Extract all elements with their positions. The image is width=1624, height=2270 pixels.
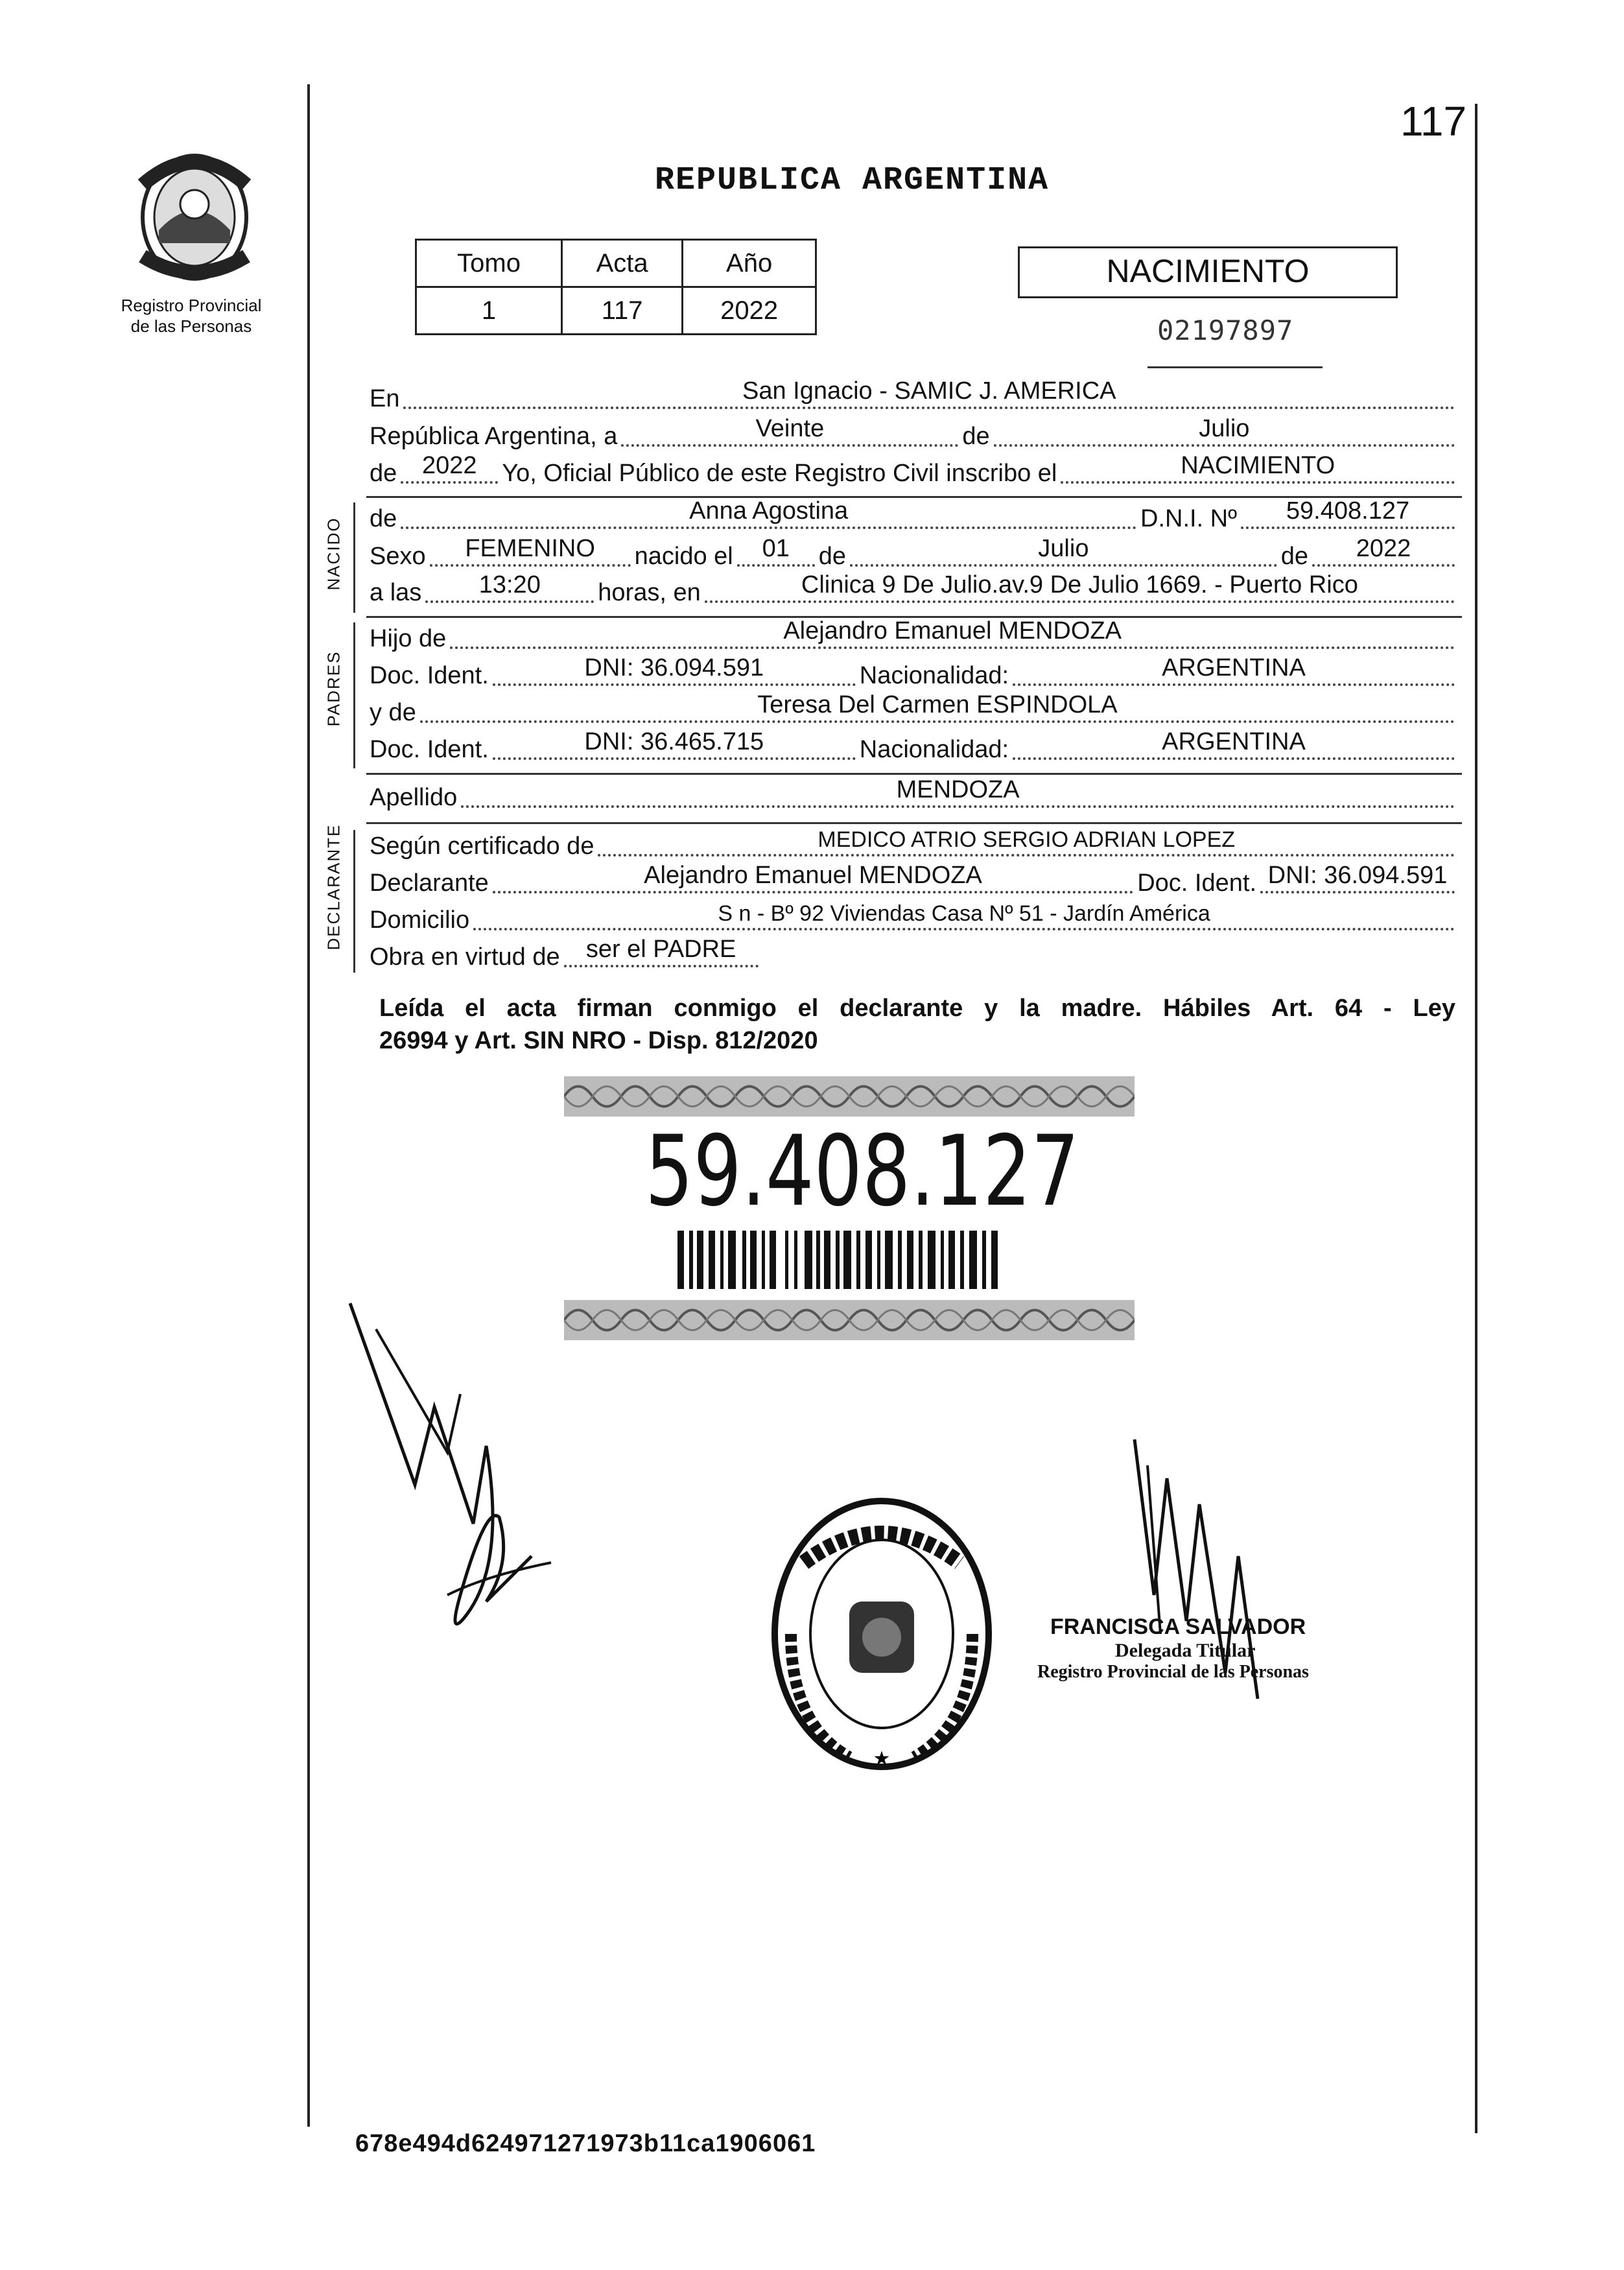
barcode	[677, 1231, 1002, 1289]
serial-number: 02197897	[1157, 314, 1294, 346]
value-apellido: MENDOZA	[896, 776, 1020, 803]
row-certificado	[370, 827, 1459, 863]
row-fecha-acta	[370, 417, 1459, 453]
label-madre-nacionalidad: Nacionalidad:	[859, 736, 1009, 763]
official-name: FRANCISCA SALVADOR	[1050, 1614, 1306, 1639]
value-hora: 13:20	[478, 571, 541, 598]
table-header-tomo: Tomo	[416, 240, 562, 287]
value-mes-nac: Julio	[1038, 535, 1089, 562]
value-nacido-dni: 59.408.127	[1286, 497, 1410, 525]
divider-3	[366, 773, 1462, 775]
table-value-acta: 117	[562, 287, 683, 335]
value-padre-doc: DNI: 36.094.591	[584, 654, 764, 681]
label-obra-en-virtud: Obra en virtud de	[370, 943, 560, 971]
value-dia-acta: Veinte	[755, 415, 825, 442]
section-label-padres: PADRES	[324, 650, 344, 727]
page-number: 117	[1400, 98, 1467, 145]
label-republica: República Argentina, a	[370, 423, 618, 450]
row-declarante	[370, 864, 1459, 900]
serial-underline	[1147, 366, 1323, 368]
dni-stamp-number: 59.408.127	[645, 1115, 1079, 1228]
value-mes-acta: Julio	[1199, 415, 1250, 442]
label-padre-doc: Doc. Ident.	[370, 662, 489, 689]
label-segun-certificado: Según certificado de	[370, 833, 594, 860]
value-madre-doc: DNI: 36.465.715	[584, 728, 764, 755]
label-de-mes-nac: de	[818, 543, 847, 570]
right-margin-line	[1475, 104, 1477, 2133]
row-apellido	[370, 778, 1459, 814]
row-nacido-nombre	[370, 499, 1459, 536]
label-apellido: Apellido	[370, 784, 458, 811]
value-madre-nombre: Teresa Del Carmen ESPINDOLA	[757, 691, 1118, 718]
record-table	[415, 239, 817, 335]
divider-4	[366, 822, 1462, 824]
value-certificado: MEDICO ATRIO SERGIO ADRIAN LOPEZ	[818, 827, 1236, 852]
label-sexo: Sexo	[370, 543, 426, 570]
section-label-declarante: DECLARANTE	[324, 823, 344, 951]
row-inscribe	[370, 454, 1459, 490]
registry-caption-line2: de las Personas	[130, 316, 252, 336]
record-type-box: NACIMIENTO	[1018, 246, 1398, 298]
value-padre-nacionalidad: ARGENTINA	[1162, 654, 1306, 681]
official-block	[1037, 1614, 1374, 1683]
legal-text-line1: Leída el acta firman conmigo el declarante y la madre. Hábiles Art. 64 - Ley	[379, 995, 1455, 1022]
value-domicilio: S n - Bº 92 Viviendas Casa Nº 51 - Jardín América	[718, 901, 1210, 926]
row-padre-doc	[370, 656, 1459, 692]
label-de-anio: de	[370, 460, 397, 487]
svg-text:★: ★	[873, 1747, 891, 1770]
value-sexo: FEMENINO	[465, 535, 595, 562]
label-de-mes: de	[962, 423, 990, 450]
value-anio-acta: 2022	[422, 452, 477, 479]
label-hijo-de: Hijo de	[370, 625, 447, 652]
official-role: Delegada Titular	[1115, 1640, 1256, 1661]
value-lugar-nac: Clinica 9 De Julio.av.9 De Julio 1669. - Puerto Rico	[801, 571, 1358, 598]
row-lugar	[370, 379, 1459, 416]
provincial-seal-logo	[123, 146, 266, 289]
section-bar-declarante	[353, 830, 355, 973]
official-round-stamp	[765, 1491, 998, 1777]
row-y-de	[370, 693, 1459, 729]
official-office: Registro Provincial de las Personas	[1037, 1662, 1309, 1682]
declarant-signature	[337, 1290, 596, 1653]
value-obra: ser el PADRE	[585, 936, 736, 963]
value-dia-nac: 01	[762, 535, 790, 562]
value-inscribe: NACIMIENTO	[1181, 452, 1336, 479]
section-bar-nacido	[353, 502, 355, 613]
value-nacido-nombre: Anna Agostina	[689, 497, 849, 525]
label-de-nombre: de	[370, 505, 397, 532]
row-nacido-sexo	[370, 537, 1459, 573]
value-declarante-nombre: Alejandro Emanuel MENDOZA	[644, 862, 982, 889]
document-hash: 678e494d624971271973b11ca1906061	[355, 2130, 816, 2157]
label-declarante: Declarante	[370, 869, 489, 897]
label-horas-en: horas, en	[598, 579, 701, 606]
label-dni: D.N.I. Nº	[1140, 505, 1237, 532]
legal-text-line2: 26994 y Art. SIN NRO - Disp. 812/2020	[379, 1027, 818, 1054]
guilloche-band-top	[564, 1076, 1135, 1117]
value-lugar: San Ignacio - SAMIC J. AMERICA	[742, 377, 1116, 405]
label-madre-doc: Doc. Ident.	[370, 736, 489, 763]
row-nacido-hora	[370, 573, 1459, 609]
registry-caption	[107, 295, 276, 337]
dni-stamp	[564, 1076, 1135, 1342]
value-padre-nombre: Alejandro Emanuel MENDOZA	[783, 617, 1122, 644]
section-label-nacido: NACIDO	[324, 517, 344, 591]
table-value-tomo: 1	[416, 287, 562, 335]
label-y-de: y de	[370, 699, 416, 726]
label-en: En	[370, 385, 400, 412]
label-domicilio: Domicilio	[370, 906, 470, 934]
guilloche-band-bottom	[564, 1300, 1135, 1340]
left-margin-line	[307, 84, 310, 2127]
table-value-anio: 2022	[683, 287, 816, 335]
label-a-las: a las	[370, 579, 422, 606]
registry-caption-line1: Registro Provincial	[121, 296, 262, 315]
value-anio-nac: 2022	[1356, 535, 1411, 562]
row-obra	[370, 938, 1459, 974]
label-de-anio-nac: de	[1280, 543, 1308, 570]
table-header-acta: Acta	[562, 240, 683, 287]
table-header-anio: Año	[683, 240, 816, 287]
label-declarante-doc: Doc. Ident.	[1137, 869, 1256, 897]
value-declarante-doc: DNI: 36.094.591	[1267, 862, 1448, 889]
row-domicilio	[370, 901, 1459, 937]
label-oficial: Yo, Oficial Público de este Registro Civil inscribo el	[502, 460, 1057, 487]
row-hijo-de	[370, 619, 1459, 656]
row-madre-doc	[370, 730, 1459, 766]
label-padre-nacionalidad: Nacionalidad:	[859, 662, 1009, 689]
value-madre-nacionalidad: ARGENTINA	[1162, 728, 1306, 755]
section-bar-padres	[353, 622, 355, 768]
label-nacido-el: nacido el	[634, 543, 733, 570]
document-title: REPUBLICA ARGENTINA	[655, 162, 1050, 199]
legal-text	[379, 992, 1455, 1057]
